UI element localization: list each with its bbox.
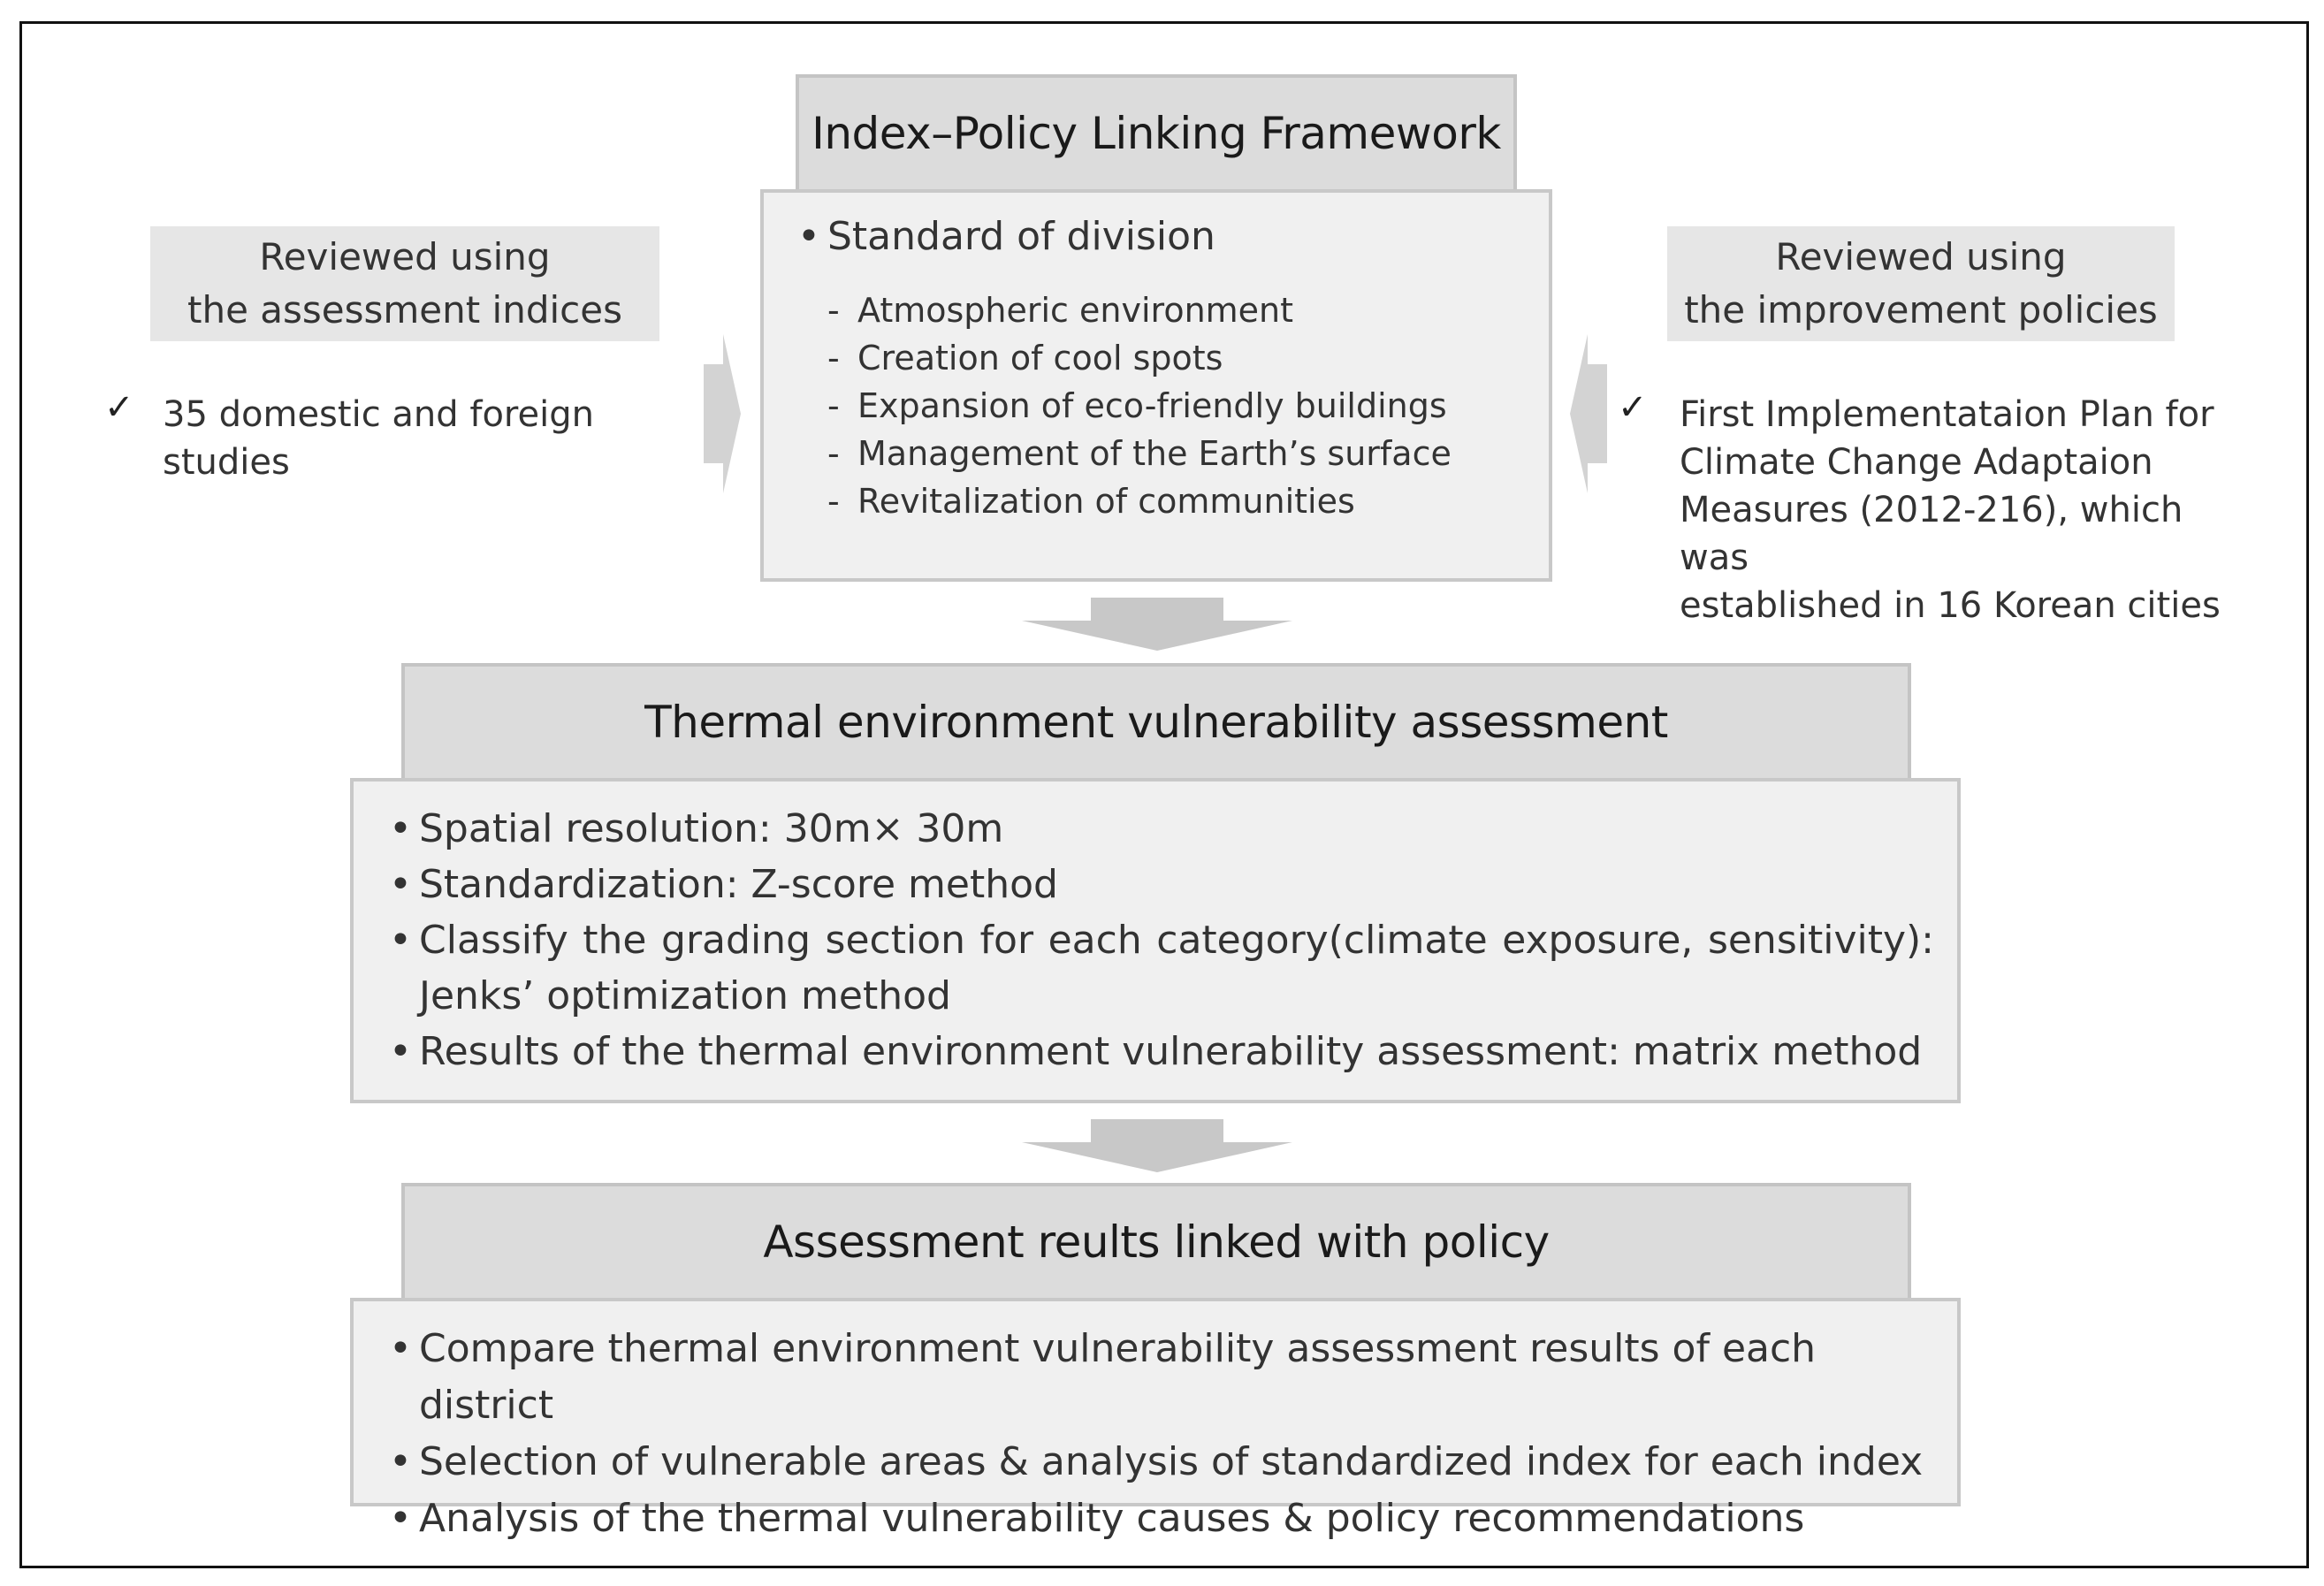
assessment-item: • Classify the grading section for each category(climate exposure, sensitivity): Jenks’ optimization method [419, 912, 1934, 1024]
left-heading-line2: the assessment indices [187, 288, 622, 332]
framework-item: - Creation of cool spots [857, 334, 1452, 382]
right-check-text [1680, 391, 2263, 629]
right-check-line: established in 16 Korean cities [1680, 585, 2221, 626]
right-check-line: First Implementataion Plan for [1680, 394, 2214, 435]
right-heading [1667, 226, 2175, 341]
framework-bullet: • Standard of division [827, 210, 1215, 263]
assessment-body [350, 778, 1961, 1103]
left-check-text: 35 domestic and foreign studies [163, 394, 594, 483]
framework-title: Index–Policy Linking Framework [811, 108, 1501, 159]
results-item: • Compare thermal environment vulnerability assessment results of each district [419, 1321, 1934, 1434]
right-check-line: Climate Change Adaptaion [1680, 442, 2153, 483]
framework-item: - Management of the Earth’s surface [857, 430, 1452, 477]
right-pointing-arrow-icon [704, 334, 741, 493]
framework-item: - Revitalization of communities [857, 477, 1452, 525]
results-item: • Analysis of the thermal vulnerability causes & policy recommendations [419, 1491, 1934, 1547]
right-check-icon: ✓ [1618, 387, 1648, 428]
down-arrow-icon [1022, 598, 1292, 651]
assessment-items [419, 801, 1934, 1079]
assessment-item: • Results of the thermal environment vulnerability assessment: matrix method [419, 1024, 1934, 1079]
results-items [419, 1321, 1934, 1547]
framework-items [857, 286, 1452, 525]
framework-item: - Expansion of eco-friendly buildings [857, 382, 1452, 430]
framework-item: - Atmospheric environment [857, 286, 1452, 334]
framework-header [796, 74, 1517, 193]
framework-body [760, 189, 1552, 582]
results-body [350, 1298, 1961, 1541]
right-heading-line1: Reviewed using [1775, 235, 2067, 278]
results-item: • Selection of vulnerable areas & analysis of standardized index for each index [419, 1434, 1934, 1491]
assessment-title: Thermal environment vulnerability assessment [644, 697, 1668, 748]
left-heading-line1: Reviewed using [259, 235, 551, 278]
left-check-icon: ✓ [104, 387, 134, 428]
assessment-item: • Spatial resolution: 30m× 30m [419, 801, 1934, 857]
results-title: Assessment reults linked with policy [763, 1216, 1550, 1268]
left-heading [150, 226, 659, 341]
left-pointing-arrow-icon [1570, 334, 1607, 493]
framework-bullet-list [827, 210, 1215, 263]
assessment-item: • Standardization: Z-score method [419, 857, 1934, 912]
right-heading-line2: the improvement policies [1684, 288, 2158, 332]
assessment-header [401, 663, 1911, 782]
right-check-line: Measures (2012-216), which was [1680, 490, 2183, 578]
down-arrow-icon [1022, 1119, 1292, 1172]
results-header [401, 1183, 1911, 1301]
